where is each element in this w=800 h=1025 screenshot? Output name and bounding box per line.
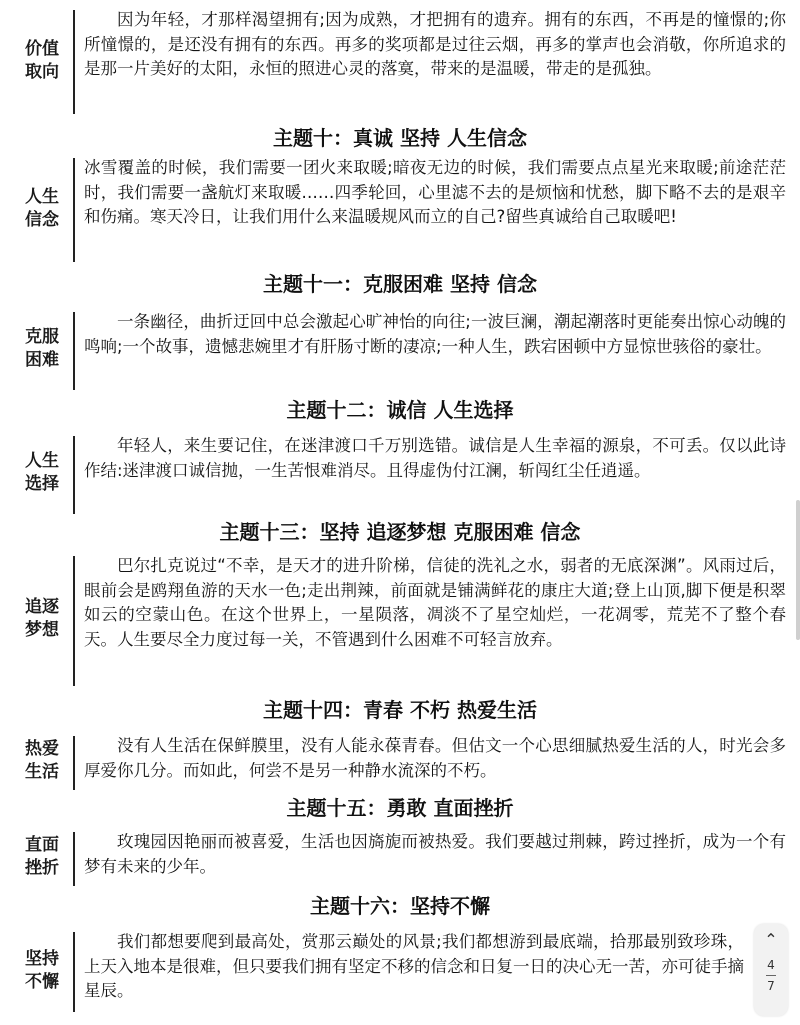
page-separator — [766, 975, 776, 976]
divider — [73, 312, 75, 390]
section-tag: 克服 困难 — [25, 327, 59, 370]
scrollbar[interactable] — [796, 500, 800, 640]
section-body: 一条幽径，曲折迂回中总会激起心旷神怡的向往;一波巨澜，潮起潮落时更能奏出惊心动魄的鸣响;一个故事，遗憾悲婉里才有肝肠寸断的凄凉;一种人生，跌宕困顿中方显惊世骇俗的豪壮。 — [84, 312, 786, 356]
section-heading: 主题十三：坚持 追逐梦想 克服困难 信念 — [219, 520, 581, 544]
section-tag: 人生 选择 — [25, 451, 59, 494]
current-page: 4 — [767, 958, 775, 972]
section-tag: 追逐 梦想 — [25, 597, 59, 640]
section-heading: 主题十六：坚持不懈 — [310, 894, 490, 918]
section-persist — [0, 930, 800, 1014]
section-body: 没有人生活在保鲜膜里，没有人能永葆青春。但估文一个心思细腻热爱生活的人，时光会多厚爱你几分。而如此，何尝不是另一种静水流深的不朽。 — [84, 736, 786, 780]
divider — [73, 556, 75, 686]
section-tag: 直面 挫折 — [25, 835, 59, 878]
divider — [73, 10, 75, 114]
divider — [73, 436, 75, 514]
section-body: 年轻人，来生要记住，在迷津渡口千万别选错。诚信是人生幸福的源泉，不可丢。仅以此诗作结:迷津渡口诚信抛，一生苦恨难消尽。且得虚伪付江澜，斩闯红尘任逍遥。 — [84, 436, 786, 480]
chevron-up-icon[interactable]: ⌃ — [764, 930, 778, 949]
section-body: 巴尔扎克说过“不幸，是天才的进升阶梯，信徒的洗礼之水，弱者的无底深渊”。风雨过后，眼前会是鸥翔鱼游的天水一色;走出荆辣，前面就是铺满鲜花的康庄大道;登上山顶,脚下便是积翠如云的空蒙山色。在这个世界上，一星陨落，凋淡不了星空灿烂，一花凋零，荒芜不了整个春天。人生要尽全力度过每一关，不管遇到什么困难不可轻言放弃。 — [84, 556, 786, 649]
total-pages: 7 — [767, 979, 775, 993]
section-body: 冰雪覆盖的时候，我们需要一团火来取暖;暗夜无边的时候，我们需要点点星光来取暖;前途茫茫时，我们需要一盏航灯来取暖……四季轮回，心里滤不去的是烦恼和忧愁，脚下略不去的是艰辛和伤痛。寒天冷日，让我们用什么来温暖规风而立的自己?留些真诚给自己取暖吧! — [84, 158, 786, 226]
section-tag: 热爱 生活 — [25, 739, 59, 782]
section-tag: 价值 取向 — [25, 39, 59, 82]
section-body: 玫瑰园因艳丽而被喜爱，生活也因旖旎而被热爱。我们要越过荆棘，跨过挫折，成为一个有梦有未来的少年。 — [84, 832, 786, 876]
section-heading: 主题十五：勇敢 直面挫折 — [286, 796, 514, 820]
section-courage — [0, 830, 800, 888]
section-value — [0, 6, 800, 118]
section-body: 我们都想要爬到最高处，赏那云巅处的风景;我们都想游到最底端，拾那最别致珍珠，上天入地本是很难，但只要我们拥有坚定不移的信念和日复一日的决心无一苦，亦可徒手摘星辰。 — [84, 932, 744, 1000]
divider — [73, 158, 75, 262]
section-life — [0, 734, 800, 792]
section-body: 因为年轻，才那样渴望拥有;因为成熟，才把拥有的遗弃。拥有的东西，不再是的憧憬的;你所憧憬的，是还没有拥有的东西。再多的奖项都是过往云烟，再多的掌声也会消敬，你所追求的是那一片美好的太阳，永恒的照进心灵的落寞，带来的是温暖，带走的是孤独。 — [84, 10, 786, 78]
section-choice — [0, 434, 800, 516]
divider — [73, 932, 75, 1012]
divider — [73, 736, 75, 790]
section-tag: 人生 信念 — [25, 187, 59, 230]
section-dream — [0, 554, 800, 688]
section-heading: 主题十四：青春 不朽 热爱生活 — [263, 698, 537, 722]
section-heading: 主题十一：克服困难 坚持 信念 — [263, 272, 537, 296]
section-heading: 主题十二：诚信 人生选择 — [286, 398, 514, 422]
page-indicator[interactable] — [754, 924, 788, 1016]
section-tag: 坚持 不懈 — [25, 949, 59, 992]
divider — [73, 832, 75, 886]
section-heading: 主题十：真诚 坚持 人生信念 — [273, 126, 527, 150]
section-belief — [0, 156, 800, 264]
section-overcome — [0, 310, 800, 392]
